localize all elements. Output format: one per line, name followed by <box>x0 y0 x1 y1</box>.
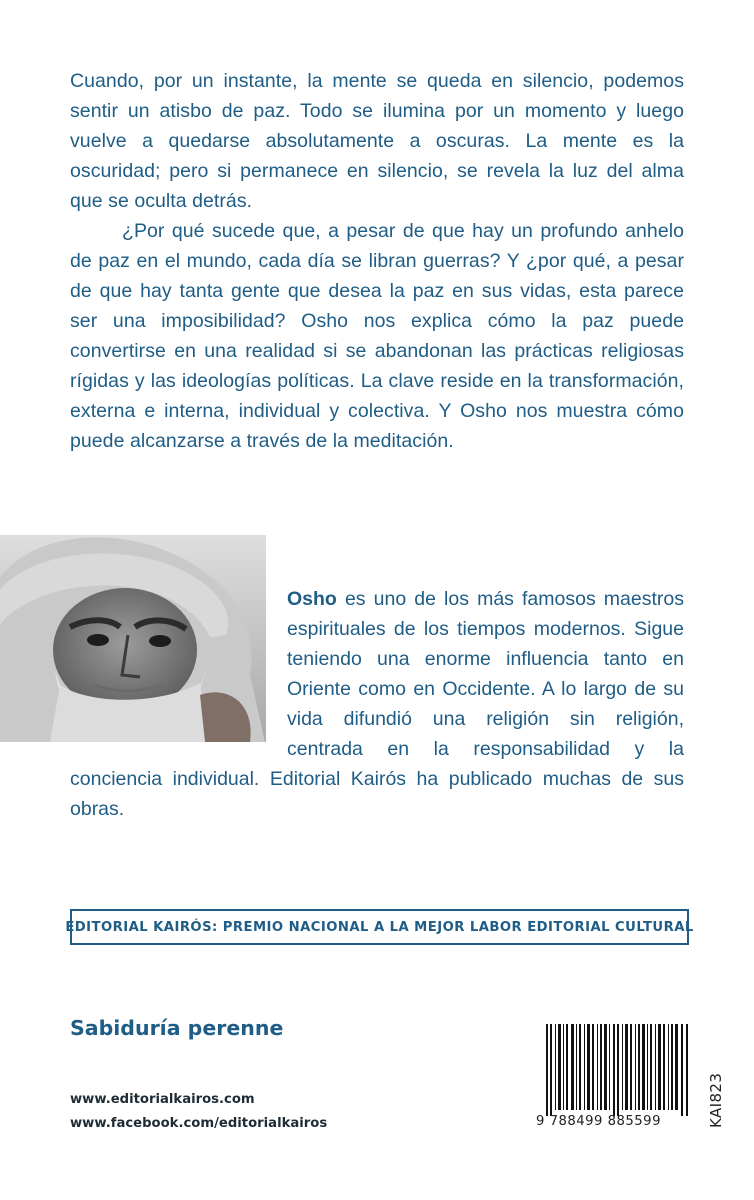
bio-text: es uno de los más famosos maestros espirituales de los tiempos modernos. Sigue teniendo una enorme influencia tanto en Oriente como en Occidente. A lo largo de su vida difundió una religión sin religión, centrada en la responsabilidad y la conciencia individual. Editorial Kairós ha publicado muchas de sus obras. <box>70 588 684 820</box>
isbn-digits: 9 788499 885599 <box>536 1114 661 1129</box>
intro-paragraph-2: ¿Por qué sucede que, a pesar de que hay un profundo anhelo de paz en el mundo, cada día se libran guerras? Y ¿por qué, a pesar de que hay tanta gente que desea la paz en sus vidas, esta parece ser una imposibilidad? Osho nos explica cómo la paz puede convertirse en una realidad si se abandonan las prácticas religiosas rígidas y las ideologías políticas. La clave reside en la transformación, externa e interna, individual y colectiva. Y Osho nos muestra cómo puede alcanzarse a través de la meditación. <box>70 220 684 452</box>
website-link[interactable]: www.editorialkairos.com <box>70 1092 255 1107</box>
intro-paragraph-1: Cuando, por un instante, la mente se queda en silencio, podemos sentir un atisbo de paz. Todo se ilumina por un momento y luego vuelve a quedarse absolutamente a oscuras. La mente es la oscuridad; pero si permanece en silencio, se revela la luz del alma que se oculta detrás. <box>70 70 684 212</box>
facebook-link[interactable]: www.facebook.com/editorialkairos <box>70 1116 328 1131</box>
catalog-code: KAI823 <box>707 1072 725 1128</box>
bio-image-spacer <box>70 584 287 764</box>
award-banner <box>65 909 694 945</box>
author-bio <box>70 584 684 824</box>
award-label: EDITORIAL KAIRÓS: PREMIO NACIONAL A LA MEJOR LABOR EDITORIAL CULTURAL <box>65 919 694 935</box>
collection-title: Sabiduría perenne <box>70 1016 284 1040</box>
barcode-bars <box>546 1024 690 1116</box>
isbn-barcode <box>536 1024 690 1140</box>
intro-text <box>70 66 684 456</box>
author-name: Osho <box>287 588 337 610</box>
